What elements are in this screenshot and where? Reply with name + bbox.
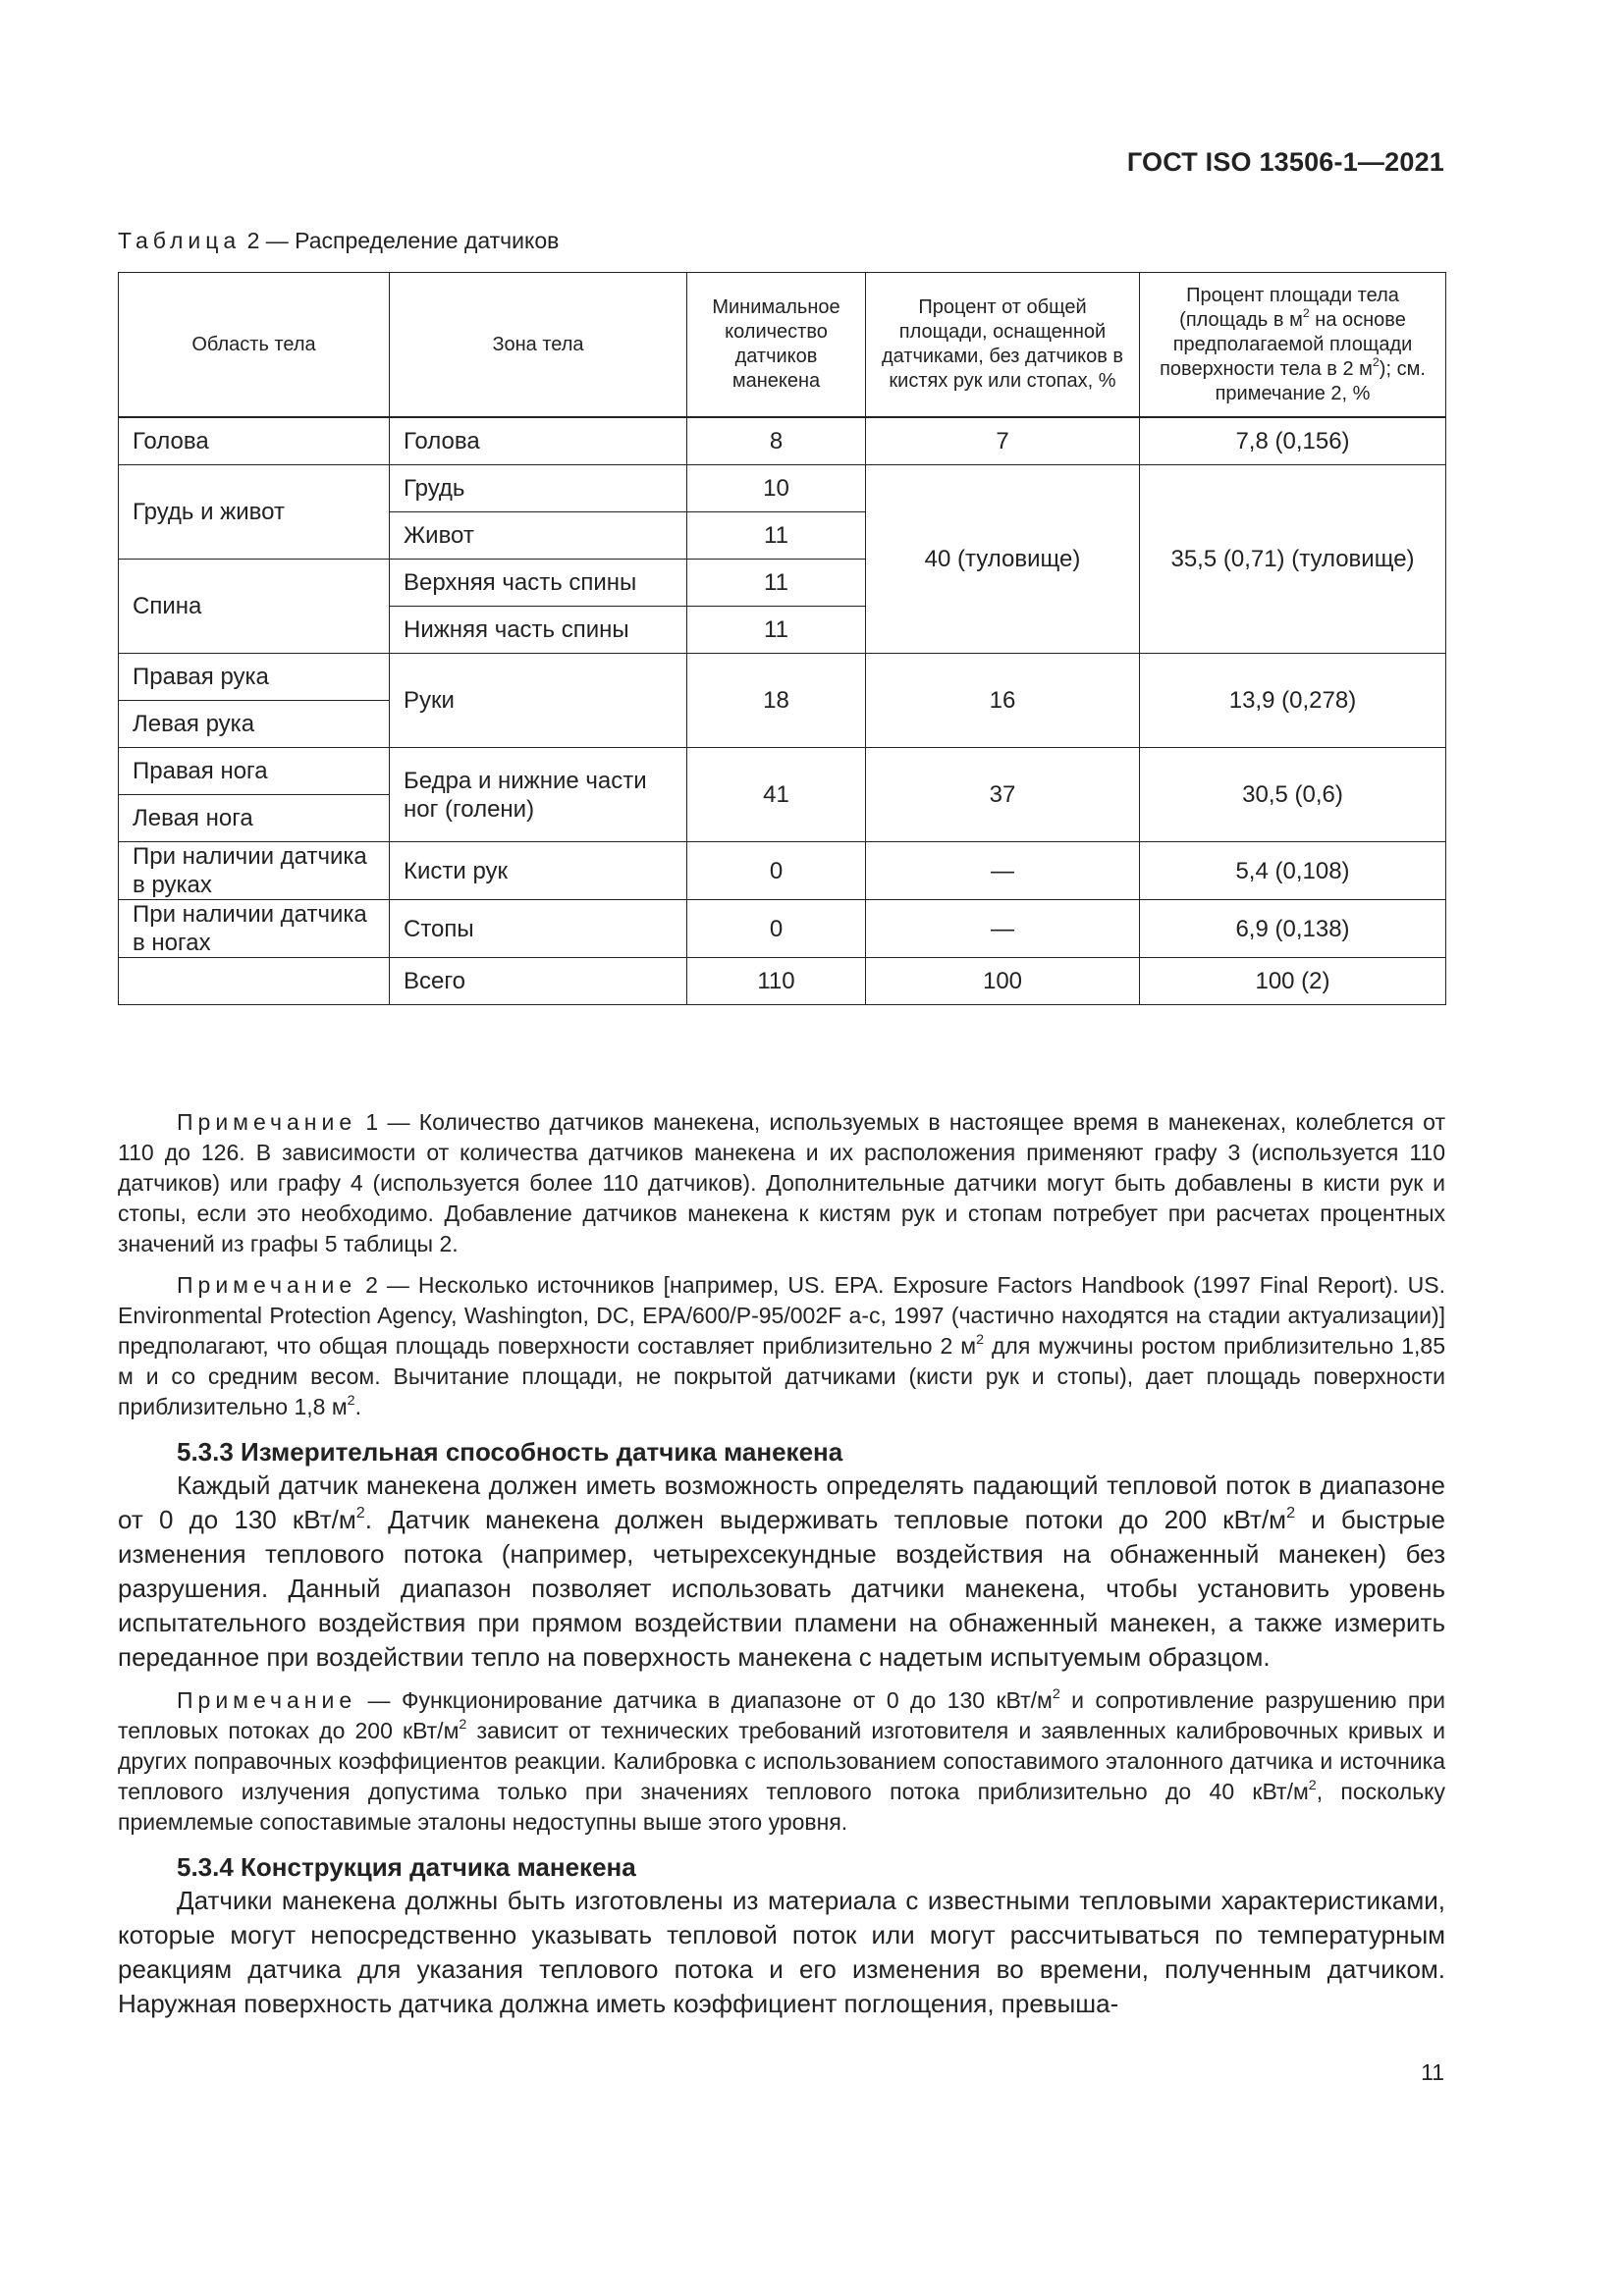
cell-pct: 16 — [866, 654, 1140, 748]
cell-body-pct: 6,9 (0,138) — [1140, 900, 1446, 958]
cell-area — [119, 958, 390, 1005]
cell-count: 8 — [687, 418, 866, 465]
cell-pct: 7 — [866, 418, 1140, 465]
cell-zone: Всего — [390, 958, 687, 1005]
cell-body-pct: 30,5 (0,6) — [1140, 748, 1446, 842]
section-5-3-4-title: 5.3.4 Конструкция датчика манекена — [177, 1852, 636, 1882]
header-body-area: Область тела — [119, 273, 390, 417]
cell-zone: Кисти рук — [390, 842, 687, 900]
cell-pct: 37 — [866, 748, 1140, 842]
cell-area: Левая нога — [119, 795, 390, 842]
table-row-stopy — [119, 900, 1446, 958]
section-5-3-3-title: 5.3.3 Измерительная способность датчика манекена — [177, 1437, 843, 1467]
cell-count: 11 — [687, 607, 866, 654]
cell-body-pct-torso: 35,5 (0,71) (туловище) — [1140, 465, 1446, 654]
cell-body-pct: 100 (2) — [1140, 958, 1446, 1005]
cell-pct: — — [866, 900, 1140, 958]
cell-body-pct: 5,4 (0,108) — [1140, 842, 1446, 900]
cell-zone: Живот — [390, 512, 687, 560]
cell-body-pct: 7,8 (0,156) — [1140, 418, 1446, 465]
cell-count: 18 — [687, 654, 866, 748]
cell-count: 41 — [687, 748, 866, 842]
standard-designation: ГОСТ ISO 13506-1—2021 — [1126, 147, 1444, 177]
table-note-2: Примечание 2 — Несколько источников [например, US. EPA. Exposure Factors Handbook (1997 Final Report). US. Environmental Protection Agency, Washington, DC, EPA/600/P-95/002F a-c, 1997 (частично находятся на стадии актуализации)] предполагают, что общая площадь поверхности составляет приблизительно 2 $м^2$ для мужчины ростом приблизительно 1,85 м и со средним весом. Вычитание площади, не покрытой датчиками (кисти рук и стопы), дает площадь поверхности приблизительно 1,8 $м^2$. — [118, 1272, 1446, 1419]
document-body — [118, 1107, 1445, 2032]
cell-zone: Бедра и нижние части ног (голени) — [390, 748, 687, 842]
cell-pct-torso: 40 (туловище) — [866, 465, 1140, 654]
table-header-row — [119, 273, 1446, 417]
table-caption — [118, 228, 559, 254]
cell-area: При наличии датчика в ногах — [119, 900, 390, 958]
table-row-grud — [119, 465, 1446, 512]
cell-count: 0 — [687, 842, 866, 900]
cell-count: 11 — [687, 512, 866, 560]
cell-area: Правая рука — [119, 654, 390, 701]
cell-area: Грудь и живот — [119, 465, 390, 560]
cell-area: Спина — [119, 560, 390, 654]
cell-zone: Руки — [390, 654, 687, 748]
table-caption-text: 2 — Распределение датчиков — [246, 228, 560, 253]
cell-zone: Стопы — [390, 900, 687, 958]
cell-count: 110 — [687, 958, 866, 1005]
cell-area: Левая рука — [119, 701, 390, 748]
cell-area: Голова — [119, 418, 390, 465]
cell-area: Правая нога — [119, 748, 390, 795]
section-5-3-3-paragraph: Каждый датчик манекена должен иметь возможность определять падающий тепловой поток в диапазоне от 0 до 130 кВт/$м^2$. Датчик манекена должен выдерживать тепловые потоки до 200 кВт/$м^2$ и быстрые изменения теплового потока (например, четырехсекундные воздействия на обнаженный манекен) без разрушения. Данный диапазон позволяет использовать датчики манекена, чтобы установить уровень испытательного воздействия при прямом воздействии пламени на обнаженный манекен, а также измерить переданное при воздействии тепло на поверхность манекена с надетым испытуемым образцом. — [118, 1470, 1445, 1672]
table-row-golova — [119, 418, 1446, 465]
cell-area: При наличии датчика в руках — [119, 842, 390, 900]
cell-zone: Голова — [390, 418, 687, 465]
header-body-zone: Зона тела — [390, 273, 687, 417]
section-5-3-3-note: Примечание — Функционирование датчика в диапазоне от 0 до 130 кВт/$м^2$ и сопротивление разрушению при тепловых потоках до 200 кВт/$м^2$ зависит от технических требований изготовителя и заявленных калибровочных кривых и других поправочных коэффициентов реакции. Калибровка с использованием сопоставимого эталонного датчика и источника теплового излучения допустима только при значениях теплового потока приблизительно до 40 кВт/$м^2$, поскольку приемлемые сопоставимые эталоны недоступны выше этого уровня. — [118, 1685, 1446, 1835]
cell-body-pct: 13,9 (0,278) — [1140, 654, 1446, 748]
header-pct-body-area: Процент площади тела (площадь в $м^2$ на основе предполагаемой площади поверхности тела в 2 $м^2$); см. примечание 2, % — [1140, 273, 1446, 417]
cell-count: 10 — [687, 465, 866, 512]
table-row-nogi-right — [119, 748, 1446, 795]
table-row-total — [119, 958, 1446, 1005]
table-caption-label: Таблица — [118, 228, 242, 253]
sensor-distribution-table — [118, 272, 1446, 1005]
table-note-1: Примечание 1 — Количество датчиков манекена, используемых в настоящее время в манекенах, колеблется от 110 до 126. В зависимости от количества датчиков манекена и их расположения применяют графу 3 (используется 110 датчиков) или графу 4 (используется более 110 датчиков). Дополнительные датчики могут быть добавлены в кисти рук и стопы, если это необходимо. Добавление датчиков манекена к кистям рук и стопам потребует при расчетах процентных значений из графы 5 таблицы 2. — [118, 1109, 1446, 1256]
cell-zone: Верхняя часть спины — [390, 560, 687, 607]
header-min-sensors: Минимальное количество датчиков манекена — [687, 273, 866, 417]
cell-zone: Грудь — [390, 465, 687, 512]
table-row-kisti — [119, 842, 1446, 900]
cell-pct: — — [866, 842, 1140, 900]
cell-zone: Нижняя часть спины — [390, 607, 687, 654]
cell-count: 0 — [687, 900, 866, 958]
section-5-3-4-paragraph: Датчики манекена должны быть изготовлены из материала с известными тепловыми характеристиками, которые могут непосредственно указывать тепловой поток или могут рассчитываться по температурным реакциям датчика для указания теплового потока и его изменения во времени, полученным датчиком. Наружная поверхность датчика должна иметь коэффициент поглощения, превыша- — [118, 1886, 1445, 2018]
header-pct-sensor-area: Процент от общей площади, оснащенной датчиками, без датчиков в кистях рук или стопах, % — [866, 273, 1140, 417]
table-row-ruki-right — [119, 654, 1446, 701]
cell-pct: 100 — [866, 958, 1140, 1005]
page-number: 11 — [1421, 2059, 1444, 2085]
cell-count: 11 — [687, 560, 866, 607]
